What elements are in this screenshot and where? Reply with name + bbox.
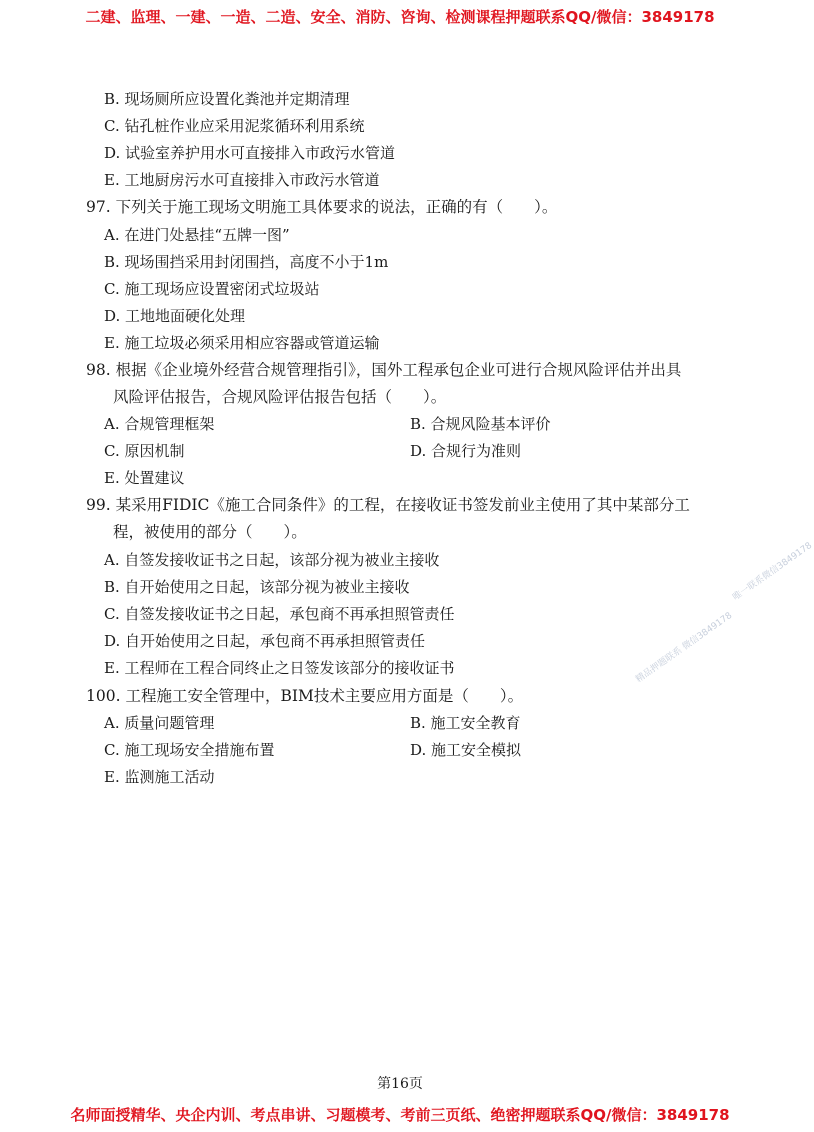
- q100-option-b: B. 施工安全教育: [410, 714, 521, 732]
- q97-stem: 97. 下列关于施工现场文明施工具体要求的说法，正确的有（ ）。: [86, 198, 558, 216]
- q97-option-c: C. 施工现场应设置密闭式垃圾站: [104, 280, 320, 298]
- q96-option-c: C. 钻孔桩作业应采用泥浆循环利用系统: [104, 117, 365, 135]
- q96-option-b: B. 现场厕所应设置化粪池并定期清理: [104, 90, 350, 108]
- q99-option-b: B. 自开始使用之日起，该部分视为被业主接收: [104, 578, 410, 596]
- q98-option-d: D. 合规行为准则: [410, 442, 522, 460]
- q99-stem-line2: 程，被使用的部分（ ）。: [113, 523, 307, 541]
- q98-stem-line1: 98. 根据《企业境外经营合规管理指引》，国外工程承包企业可进行合规风险评估并出具: [86, 361, 682, 379]
- q96-option-e: E. 工地厨房污水可直接排入市政污水管道: [104, 171, 380, 189]
- q97-option-d: D. 工地地面硬化处理: [104, 307, 246, 325]
- q99-option-a: A. 自签发接收证书之日起，该部分视为被业主接收: [104, 551, 440, 569]
- q100-option-d: D. 施工安全模拟: [410, 741, 522, 759]
- footer-banner: 名师面授精华、央企内训、考点串讲、习题模考、考前三页纸、绝密押题联系QQ/微信：3849178: [70, 1106, 730, 1124]
- watermark-text: 精品押题联系 微信3849178: [634, 610, 735, 685]
- page-number: 第16页: [377, 1076, 423, 1092]
- q98-option-a: A. 合规管理框架: [104, 415, 215, 433]
- q99-option-d: D. 自开始使用之日起，承包商不再承担照管责任: [104, 632, 426, 650]
- watermark-text: 唯一联系微信3849178: [731, 540, 814, 603]
- q97-option-b: B. 现场围挡采用封闭围挡，高度不小于1m: [104, 253, 389, 271]
- q100-option-c: C. 施工现场安全措施布置: [104, 741, 275, 759]
- q98-option-e: E. 处置建议: [104, 469, 185, 487]
- q98-option-c: C. 原因机制: [104, 442, 185, 460]
- q99-option-e: E. 工程师在工程合同终止之日签发该部分的接收证书: [104, 659, 455, 677]
- q97-option-e: E. 施工垃圾必须采用相应容器或管道运输: [104, 334, 380, 352]
- q100-option-e: E. 监测施工活动: [104, 768, 215, 786]
- q98-stem-line2: 风险评估报告，合规风险评估报告包括（ ）。: [113, 388, 447, 406]
- q96-option-d: D. 试验室养护用水可直接排入市政污水管道: [104, 144, 396, 162]
- q97-option-a: A. 在进门处悬挂“五牌一图”: [104, 226, 290, 244]
- q100-option-a: A. 质量问题管理: [104, 714, 215, 732]
- q98-option-b: B. 合规风险基本评价: [410, 415, 551, 433]
- header-banner: 二建、监理、一建、一造、二造、安全、消防、咨询、检测课程押题联系QQ/微信：3849178: [85, 8, 715, 26]
- q99-option-c: C. 自签发接收证书之日起，承包商不再承担照管责任: [104, 605, 455, 623]
- q99-stem-line1: 99. 某采用FIDIC《施工合同条件》的工程，在接收证书签发前业主使用了其中某部分工: [86, 496, 690, 514]
- q100-stem: 100. 工程施工安全管理中，BIM技术主要应用方面是（ ）。: [86, 687, 524, 705]
